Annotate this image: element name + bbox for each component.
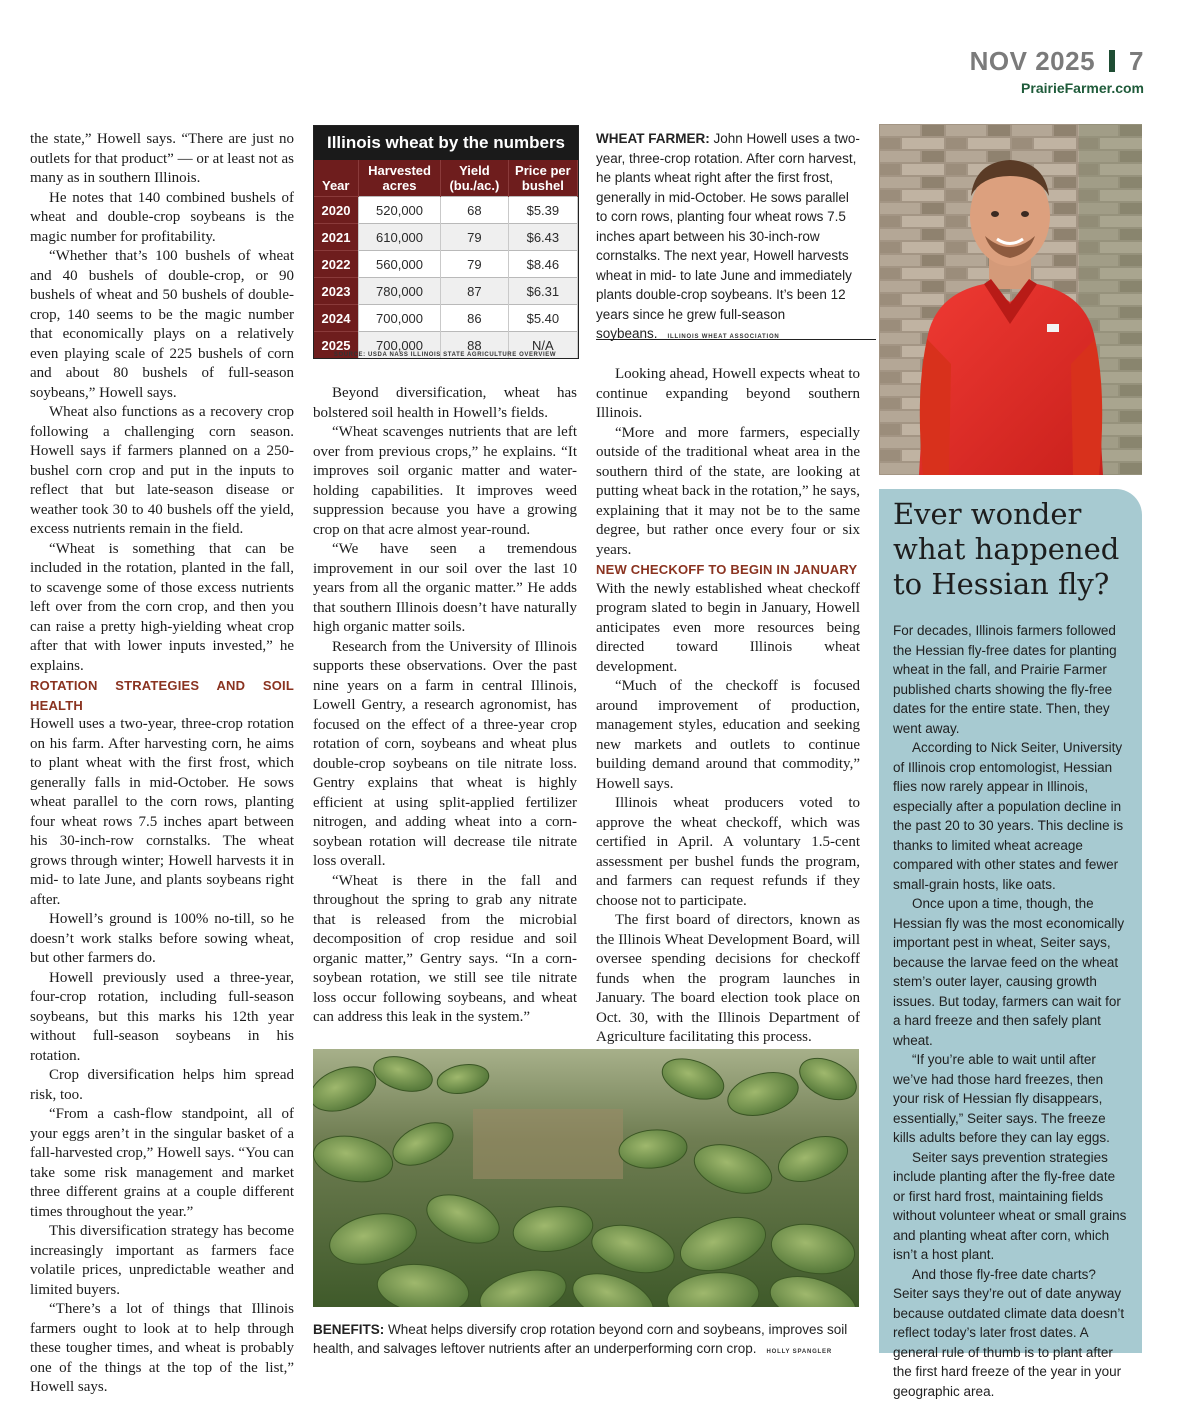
column-header: Yield (bu./ac.) <box>441 160 509 197</box>
column-header: Harvested acres <box>359 160 441 197</box>
price-cell: N/A <box>508 332 577 359</box>
yield-cell: 86 <box>441 305 509 332</box>
article-column-2 <box>313 384 577 1028</box>
paragraph: “If you’re able to wait until after we’ve had those hard freezes, then your risk of Hessian fly disappears, essentially,” Seiter says. The freeze kills adults before they can lay eggs. <box>893 1052 1110 1145</box>
acres-cell: 610,000 <box>359 224 441 251</box>
paragraph: Seiter says prevention strategies include planting after the fly-free date or first hard frost, maintaining fields without volunteer wheat or small grains and planting wheat after corn, which isn’t a host plant. <box>893 1149 1127 1262</box>
year-cell: 2020 <box>314 197 359 224</box>
yield-cell: 68 <box>441 197 509 224</box>
photo-credit: ILLINOIS WHEAT ASSOCIATION <box>667 334 780 340</box>
photo-credit: HOLLY SPANGLER <box>766 1349 832 1355</box>
acres-cell: 700,000 <box>359 305 441 332</box>
paragraph: Once upon a time, though, the Hessian fly was the most economically important pest in wheat, Seiter says, because the larvae feed on the wheat stem’s outer layer, causing growth issues. But today, farmers can wait for a hard freeze and then safely plant wheat. <box>893 896 1125 1048</box>
subhead-rotation: ROTATION STRATEGIES AND SOIL HEALTH <box>30 678 294 713</box>
paragraph: Research from the University of Illinois supports these observations. Over the past nine years on a farm in central Illinois, Lowell Gentry, a research agronomist, has focused on the effect of a three-year crop rotation of corn, soybeans and wheat plus double-crop soybeans on tile nitrate loss. Gentry explains that wheat is highly efficient at using split-applied fertilizer nitrogen, and adding wheat into a corn-soybean rotation will decrease tile nitrate loss overall. <box>313 638 577 869</box>
yield-cell: 79 <box>441 224 509 251</box>
header-divider <box>1109 50 1115 72</box>
paragraph: Beyond diversification, wheat has bolstered soil health in Howell’s fields. <box>313 385 577 421</box>
table-title: Illinois wheat by the numbers <box>314 126 578 160</box>
column-header: Price per bushel <box>508 160 577 197</box>
paragraph: Howell’s ground is 100% no-till, so he doesn’t work stalks before sowing wheat, but other farmers do. <box>30 911 294 966</box>
paragraph: “Wheat is there in the fall and throughout the spring to grab any nitrate that is released from the microbial decomposition of crop residue and soil organic matter,” Gentry says. “In a corn-soybean rotation, we still see tile nitrate loss occur following soybeans, and wheat can address this leak in the system.” <box>313 872 577 1025</box>
paragraph: According to Nick Seiter, University of Illinois crop entomologist, Hessian flies now rarely appear in Illinois, especially after a population decline in the past 20 to 30 years. This decline is thanks to limited wheat acreage compared with other states and fewer small-grain hosts, like oats. <box>893 740 1124 892</box>
paragraph: “Much of the checkoff is focused around improvement of production, management styles, education and seeking new markets and outlets to continue building demand around that commodity,” Howell says. <box>596 678 860 792</box>
acres-cell: 560,000 <box>359 251 441 278</box>
hessian-fly-sidebar <box>879 489 1142 1399</box>
caption-text: Wheat helps diversify crop rotation beyond corn and soybeans, improves soil health, and salvages leftover nutrients after an underperforming corn crop. <box>313 1322 848 1356</box>
caption-lead: BENEFITS: <box>313 1322 385 1337</box>
acres-cell: 700,000 <box>359 332 441 359</box>
table-row <box>314 305 578 332</box>
price-cell: $6.31 <box>508 278 577 305</box>
yield-cell: 87 <box>441 278 509 305</box>
column-header: Year <box>314 160 359 197</box>
wheat-stats-table <box>313 125 579 359</box>
paragraph: the state,” Howell says. “There are just no outlets for that product” — or at least not as many as in southern Illinois. <box>30 131 294 186</box>
paragraph: For decades, Illinois farmers followed the Hessian fly-free dates for planting wheat in the fall, and Prairie Farmer published charts showing the fly-free dates for the entire state. Then, they went away. <box>893 623 1117 736</box>
paragraph: This diversification strategy has become increasingly important as farmers face volatile prices, unpredictable weather and limited buyers. <box>30 1223 294 1298</box>
table-header-row <box>314 160 578 197</box>
field-photo-caption <box>313 1320 859 1362</box>
acres-cell: 780,000 <box>359 278 441 305</box>
paragraph: Crop diversification helps him spread risk, too. <box>30 1067 294 1103</box>
yield-cell: 88 <box>441 332 509 359</box>
issue-date: NOV 2025 <box>969 46 1096 76</box>
paragraph: “Wheat is something that can be included in the rotation, planted in the fall, to scavenge some of those excess nutrients left over from the corn crop, and then you can raise a pretty high-yielding wheat crop after that with lower inputs invested,” he explains. <box>30 540 294 674</box>
paragraph: Howell uses a two-year, three-crop rotation on his farm. After harvesting corn, he aims to plant wheat with the first frost, which generally falls in mid-October. He sows wheat parallel to the corn rows, planting four wheat rows 7.5 inches apart between his 30-inch-row cornstalks. The wheat grows through winter; Howell harvests it in mid- to late June, and plants soybeans right after. <box>30 716 294 908</box>
table-row <box>314 278 578 305</box>
caption-divider <box>596 339 876 340</box>
caption-lead: WHEAT FARMER: <box>596 131 710 146</box>
paragraph: “We have seen a tremendous improvement in our soil over the last 10 years from all the organic matter.” He adds that southern Illinois doesn’t have naturally high organic matter soils. <box>313 541 577 635</box>
paragraph: Howell previously used a three-year, four-crop rotation, including full-season soybeans, but this marks his 12th year without full-season soybeans in his rotation. <box>30 969 294 1064</box>
paragraph: Looking ahead, Howell expects wheat to continue expanding beyond southern Illinois. <box>596 366 860 421</box>
price-cell: $8.46 <box>508 251 577 278</box>
caption-text: John Howell uses a two-year, three-crop rotation. After corn harvest, he plants wheat right after the first frost, generally in mid-October. He sows parallel to corn rows, planting four wheat rows 7.5 inches apart between his 30-inch-row cornstalks. The next year, Howell harvests wheat in mid- to late June and immediately plants double-crop soybeans. It’s been 12 years since he grew full-season soybeans. <box>596 131 860 341</box>
page-number: 7 <box>1129 46 1144 76</box>
paragraph: He notes that 140 combined bushels of wheat and double-crop soybeans is the magic number for profitability. <box>30 189 294 245</box>
table-row <box>314 251 578 278</box>
paragraph: With the newly established wheat checkoff program slated to begin in January, Howell anticipates even more resources being directed toward Illinois wheat development. <box>596 580 860 675</box>
paragraph: Illinois wheat producers voted to approve the wheat checkoff, which was certified in April. A voluntary 1.5-cent assessment per bushel funds the program, and farmers can request refunds if they choose not to participate. <box>596 795 860 909</box>
subhead-checkoff: NEW CHECKOFF TO BEGIN IN JANUARY <box>596 562 858 577</box>
paragraph: “From a cash-flow standpoint, all of your eggs aren’t in the singular basket of a fall-harvested crop,” Howell says. “You can take some risk management and market three different grains at a couple different times throughout the year.” <box>30 1106 294 1220</box>
year-cell: 2021 <box>314 224 359 251</box>
soybean-field-illustration <box>313 1049 859 1307</box>
paragraph: The first board of directors, known as the Illinois Wheat Development Board, will oversee spending decisions for checkoff funds when the program launches in January. The board election took place on Oct. 30, with the Illinois Department of Agriculture facilitating this process. <box>596 912 860 1045</box>
farmer-photo-caption <box>596 129 862 348</box>
price-cell: $5.40 <box>508 305 577 332</box>
price-cell: $6.43 <box>508 224 577 251</box>
article-column-1 <box>30 130 294 1398</box>
sidebar-body <box>893 621 1129 1401</box>
article-column-3 <box>596 365 860 1048</box>
paragraph: “More and more farmers, especially outside of the traditional wheat area in the southern third of the state, are looking at putting wheat back in the rotation,” he says, explaining that it may not be to the same degree, but rather once every four or six years. <box>596 424 860 558</box>
site-url[interactable]: PrairieFarmer.com <box>1021 80 1144 96</box>
page-header <box>970 46 1144 96</box>
farmer-portrait-illustration <box>879 124 1142 475</box>
table-source: SOURCE: USDA NASS ILLINOIS STATE AGRICULTURE OVERVIEW <box>333 352 557 358</box>
table-row <box>314 224 578 251</box>
paragraph: And those fly-free date charts? Seiter says they’re out of date anyway because outdated climate data doesn’t reflect today’s later frost dates. A general rule of thumb is to plant after the first hard freeze of the year in your geographic area. <box>893 1266 1125 1399</box>
year-cell: 2023 <box>314 278 359 305</box>
paragraph: “Whether that’s 100 bushels of wheat and 40 bushels of double-crop, or 90 bushels of wheat and 50 bushels of double-crop, 140 seems to be the magic number that economically plays on a relatively even playing scale of 225 bushels of corn and about 80 bushels of full-season soybeans,” Howell says. <box>30 248 294 401</box>
yield-cell: 79 <box>441 251 509 278</box>
price-cell: $5.39 <box>508 197 577 224</box>
year-cell: 2022 <box>314 251 359 278</box>
year-cell: 2025 <box>314 332 359 359</box>
sidebar-headline: Ever wonder what happened to Hessian fly? <box>893 497 1120 601</box>
farmer-photo <box>879 124 1142 475</box>
year-cell: 2024 <box>314 305 359 332</box>
table-row <box>314 197 578 224</box>
paragraph: “There’s a lot of things that Illinois farmers ought to look at to help through these tougher times, and wheat is probably one of the things at the top of the list,” Howell says. <box>30 1301 294 1395</box>
paragraph: “Wheat scavenges nutrients that are left over from previous crops,” he explains. “It improves soil organic matter and water-holding capabilities. It improves weed suppression because you have a growing crop on that acre almost year-round. <box>313 424 577 538</box>
paragraph: Wheat also functions as a recovery crop following a challenging corn season. Howell says if farmers planned on a 250-bushel corn crop and put in the inputs to reflect that but late-season disease or weather took 30 to 40 bushels off the yield, excess nutrients remain in the field. <box>30 404 294 537</box>
acres-cell: 520,000 <box>359 197 441 224</box>
soybean-field-photo <box>313 1049 859 1307</box>
